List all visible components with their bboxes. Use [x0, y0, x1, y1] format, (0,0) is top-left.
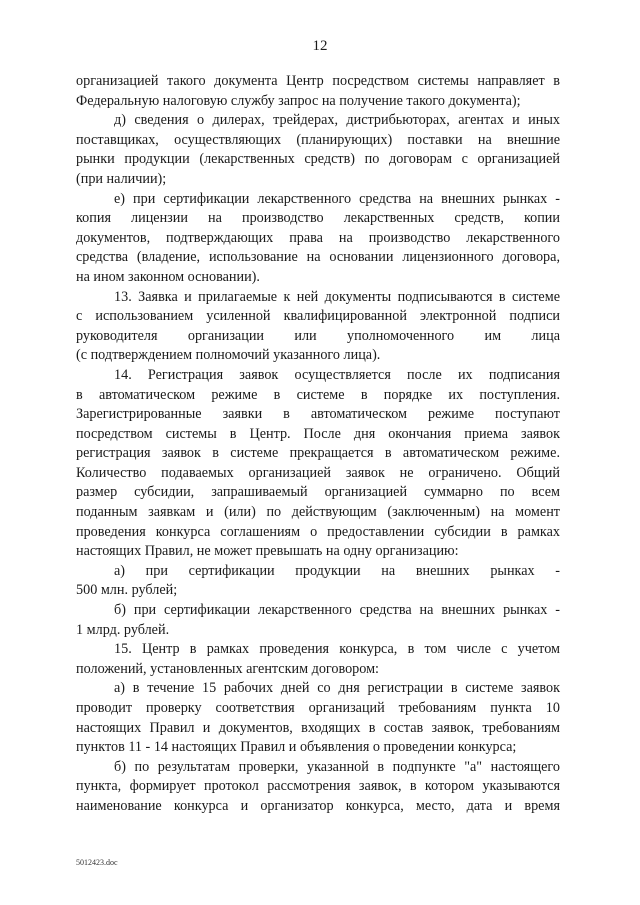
- paragraph-subitem-e: [76, 190, 560, 288]
- text-line: посредством системы в Центр. После дня окончания приема заявок: [76, 425, 560, 442]
- paragraph-item-14-b: [76, 601, 560, 640]
- text-line: е) при сертификации лекарственного средства на внешних рынках -: [114, 190, 560, 207]
- text-line: (при наличии);: [76, 170, 167, 187]
- text-line: наименование конкурса и организатор конкурса, место, дата и время: [76, 797, 560, 814]
- text-line: 15. Центр в рамках проведения конкурса, в том числе с учетом: [114, 641, 560, 658]
- paragraph-item-13: [76, 288, 560, 366]
- text-line: на ином законном основании).: [76, 268, 260, 285]
- text-line: положений, установленных агентским договором:: [76, 660, 380, 677]
- text-line: размер субсидии, запрашиваемый организацией суммарно по всем: [76, 484, 560, 501]
- text-line: средства (владение, использование на основании лицензионного договора,: [76, 249, 560, 266]
- paragraph-item-15: [76, 640, 560, 679]
- paragraph-item-14-a: [76, 562, 560, 601]
- text-line: проведения конкурса соглашениям о предоставлении субсидии в рамках: [76, 523, 560, 540]
- text-line: в автоматическом режиме в системе в порядке их поступления.: [76, 386, 560, 403]
- text-line: руководителя организации или уполномоченного им лица: [76, 327, 560, 344]
- text-line: б) при сертификации лекарственного средства на внешних рынках -: [114, 602, 560, 619]
- paragraph-item-15-a: [76, 679, 560, 757]
- text-line: 13. Заявка и прилагаемые к ней документы подписываются в системе: [114, 288, 560, 305]
- text-line: проводит проверку соответствия организаций требованиям пункта 10: [76, 700, 560, 716]
- text-line: (с подтверждением полномочий указанного лица).: [76, 347, 381, 364]
- text-line: поданным заявкам и (или) по действующим (заключенным) на момент: [76, 504, 560, 521]
- text-line: 500 млн. рублей;: [76, 582, 178, 599]
- paragraph-item-14: [76, 366, 560, 562]
- paragraph-subitem-d: [76, 111, 560, 189]
- text-line: документов, подтверждающих права на производство лекарственного: [76, 229, 560, 246]
- text-line: б) по результатам проверки, указанной в подпункте "а" настоящего: [114, 758, 560, 775]
- text-line: д) сведения о дилерах, трейдерах, дистрибьюторах, агентах и иных: [114, 112, 560, 129]
- document-body: [76, 72, 560, 817]
- text-line: 1 млрд. рублей.: [76, 621, 170, 638]
- text-line: пунктов 11 - 14 настоящих Правил и объявления о проведении конкурса;: [76, 739, 517, 756]
- text-line: настоящих Правил и документов, входящих в состав заявок, требованиям: [76, 719, 560, 736]
- text-line: Федеральную налоговую службу запрос на получение такого документа);: [76, 92, 521, 109]
- text-line: поставщиках, осуществляющих (планирующих) поставки на внешние: [76, 131, 560, 148]
- text-line: организацией такого документа Центр посредством системы направляет в: [76, 73, 560, 89]
- text-line: пункта, формирует протокол рассмотрения заявок, в котором указываются: [76, 778, 560, 795]
- text-line: копия лицензии на производство лекарственных средств, копии: [76, 210, 560, 227]
- footer-filename: 5012423.doc: [76, 858, 118, 867]
- text-line: а) при сертификации продукции на внешних рынках -: [114, 562, 560, 579]
- paragraph-continuation: [76, 72, 560, 111]
- text-line: рынки продукции (лекарственных средств) по договорам с организацией: [76, 151, 560, 168]
- paragraph-item-15-b: [76, 758, 560, 817]
- page-number: 12: [312, 38, 328, 54]
- text-line: 14. Регистрация заявок осуществляется после их подписания: [114, 366, 560, 383]
- text-line: регистрация заявок в системе прекращается в автоматическом режиме.: [76, 445, 560, 462]
- text-line: а) в течение 15 рабочих дней со дня регистрации в системе заявок: [114, 680, 560, 697]
- text-line: с использованием усиленной квалифицированной электронной подписи: [76, 308, 560, 325]
- text-line: Количество подаваемых организацией заявок не ограничено. Общий: [76, 464, 560, 481]
- text-line: настоящих Правил, не может превышать на одну организацию:: [76, 543, 459, 560]
- text-line: Зарегистрированные заявки в автоматическом режиме поступают: [76, 406, 560, 423]
